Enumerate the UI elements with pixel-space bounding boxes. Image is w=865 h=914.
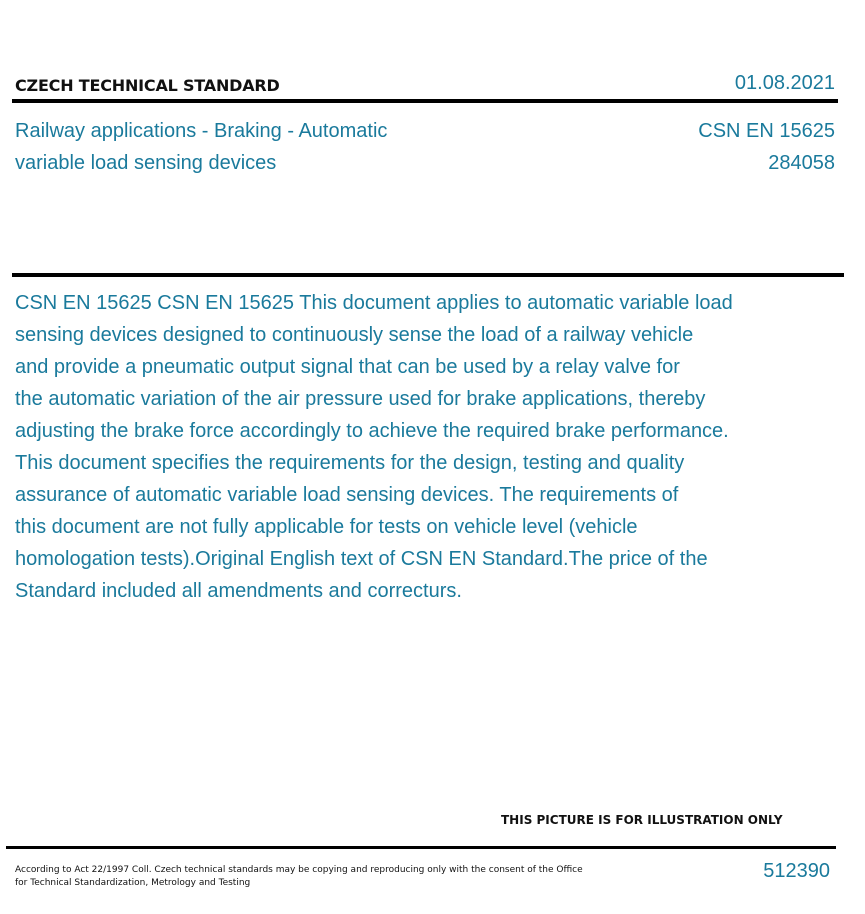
legal-notice [15,864,585,890]
document-codes [698,115,835,179]
footer-divider [6,846,836,849]
legal-line2: for Technical Standardization, Metrology and Testing [15,878,251,888]
standard-code: CSN EN 15625 [698,120,835,142]
header-divider [12,99,838,103]
header-title: CZECH TECHNICAL STANDARD [15,76,280,95]
class-number: 284058 [768,152,835,174]
document-id: 512390 [763,860,830,882]
legal-line1: According to Act 22/1997 Coll. Czech technical standards may be copying and reproducing only with the consent of the Office [15,865,583,875]
document-title-line1: Railway applications - Braking - Automatic [15,120,388,142]
document-title-line2: variable load sensing devices [15,152,277,174]
illustration-note: THIS PICTURE IS FOR ILLUSTRATION ONLY [501,813,783,827]
section-divider [12,273,844,277]
abstract-text: CSN EN 15625 CSN EN 15625 This document applies to automatic variable load sensing devices designed to continuously sense the load of a railway vehicle and provide a pneumatic output signal that can be used by a relay valve for the automatic variation of the air pressure used for brake applications, thereby adjusting the brake force accordingly to achieve the required brake performance. This document specifies the requirements for the design, testing and quality assurance of automatic variable load sensing devices. The requirements of this document are not fully applicable for tests on vehicle level (vehicle homologation tests).Original English text of CSN EN Standard.The price of the Standard included all amendments and correcturs. [15,292,733,602]
document-title [15,115,445,179]
header-date: 01.08.2021 [734,72,835,94]
